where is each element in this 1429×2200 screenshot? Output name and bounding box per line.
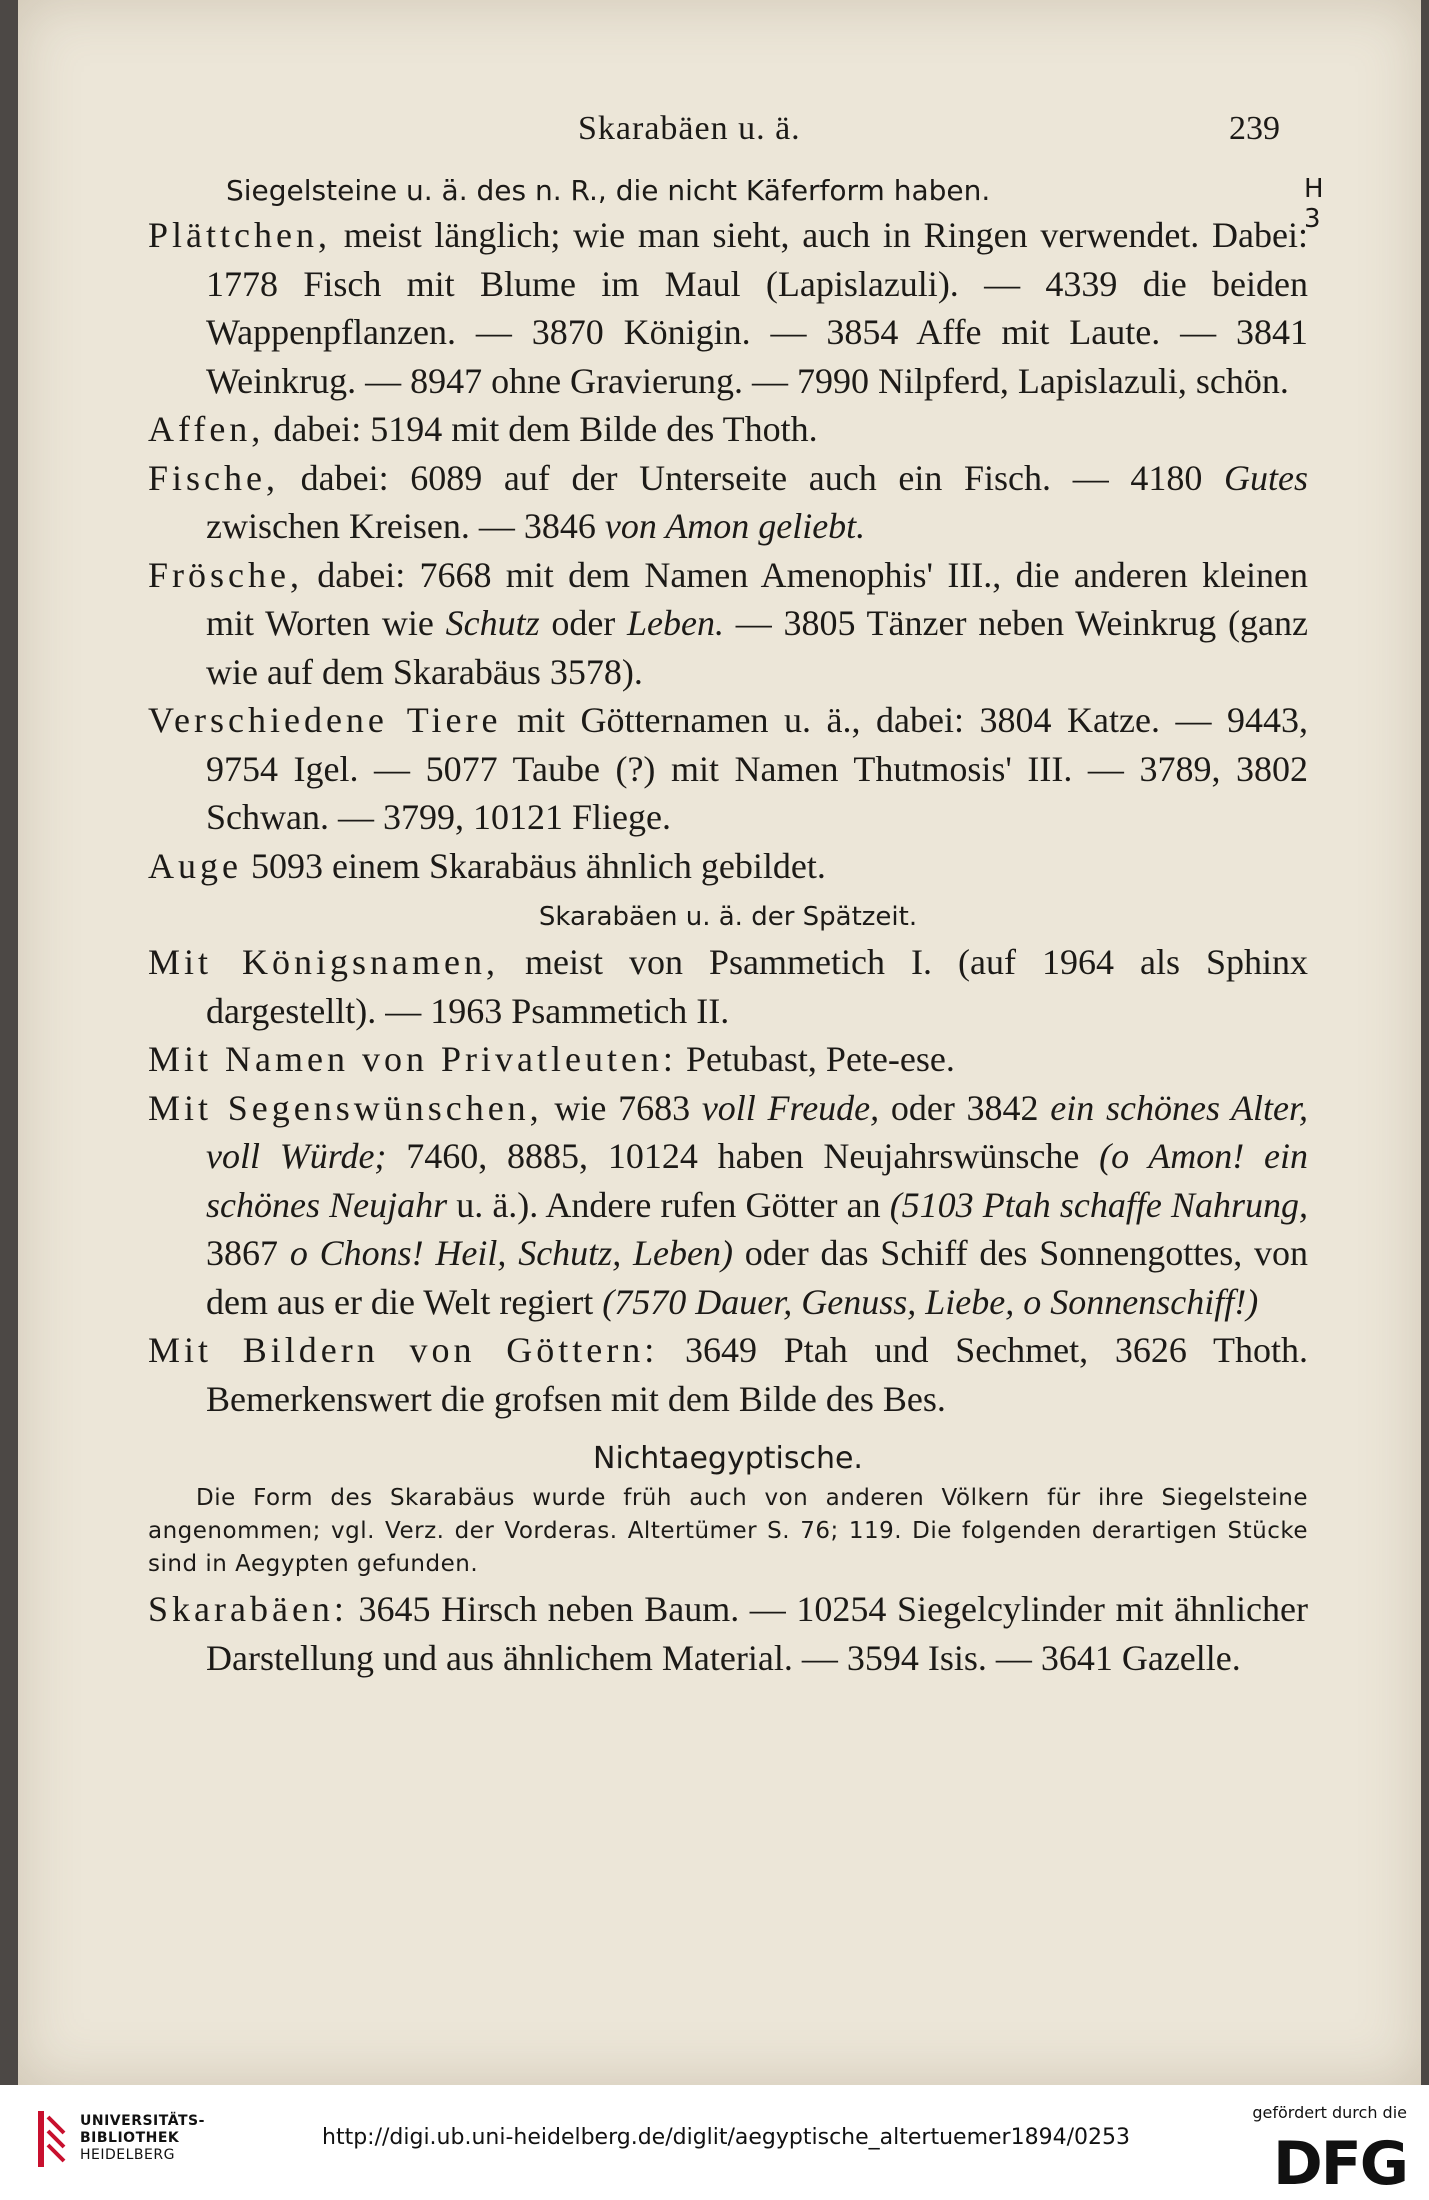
entry-body: — 3805 Tänzer neben Weinkrug (ganz wie auf dem Skarabäus 3578). bbox=[206, 603, 1308, 692]
entry-body: 3649 Ptah und Sechmet, 3626 Thoth. Bemerkenswert die grofsen mit dem Bilde des Bes. bbox=[206, 1330, 1309, 1419]
entry-lead: Plättchen, bbox=[148, 215, 331, 255]
page-text bbox=[148, 100, 1324, 1682]
margin-mark: H 3 bbox=[1304, 174, 1324, 234]
running-head bbox=[148, 100, 1308, 160]
footer-bar bbox=[0, 2085, 1429, 2200]
entry-body: dabei: 7668 mit dem Namen Amenophis' III., die anderen kleinen mit Worten wie bbox=[206, 554, 1308, 643]
page-number: 239 bbox=[1229, 110, 1280, 147]
entry-lead: Auge bbox=[148, 845, 242, 886]
entry-italic: o Chons! Heil, Schutz, Leben) bbox=[289, 1233, 733, 1273]
entry-italic: voll Freude, bbox=[701, 1087, 880, 1128]
entry-body: oder das Schiff des Sonnengottes, von dem aus er die Welt regiert bbox=[206, 1233, 1309, 1322]
entry-body: 7460, 8885, 10124 haben Neujahrswünsche bbox=[386, 1136, 1100, 1176]
subheading-spaetzeit: Skarabäen u. ä. der Spätzeit. bbox=[538, 902, 918, 932]
permalink-url[interactable]: http://digi.ub.uni-heidelberg.de/diglit/aegyptische_altertuemer1894/0253 bbox=[322, 2125, 1130, 2150]
entry-lead: Fische, bbox=[148, 457, 279, 498]
entry-segenswuensche bbox=[148, 1084, 1308, 1327]
library-line-3: HEIDELBERG bbox=[80, 2147, 175, 2163]
entry-body: meist von Psammetich I. (auf 1964 als Sphinx dargestellt). — 1963 Psammetich II. bbox=[206, 942, 1308, 1031]
entry-lead: Mit Namen von Privatleuten: bbox=[148, 1039, 677, 1079]
entry-body: meist länglich; wie man sieht, auch in Ringen verwendet. Dabei: 1778 Fisch mit Blume im Maul (Lapislazuli). — 4339 die beiden Wappenpflanzen. — 3870 Königin. — 3854 Affe mit Laute. — 3841 Weinkrug. — 8947 ohne Gravierung. — 7990 Nilpferd, Lapislazuli, schön. bbox=[206, 215, 1308, 401]
entry-froesche bbox=[148, 551, 1308, 697]
entry-italic: von Amon geliebt. bbox=[604, 506, 866, 546]
entry-body: 5093 einem Skarabäus ähnlich gebildet. bbox=[241, 845, 826, 886]
entry-body: oder bbox=[539, 603, 628, 643]
entry-italic: (7570 Dauer, Genuss, Liebe, o Sonnenschiff!) bbox=[602, 1281, 1259, 1322]
section-heading-text: Siegelsteine u. ä. des n. R., die nicht Käferform haben. bbox=[226, 174, 991, 207]
entry-lead: Skarabäen: bbox=[148, 1589, 348, 1629]
entry-body: 3867 bbox=[206, 1233, 290, 1273]
section-heading bbox=[226, 174, 1324, 234]
entry-fische bbox=[148, 454, 1308, 551]
entry-italic: Gutes bbox=[1224, 457, 1308, 498]
subheading-nichtaegyptische: Nichtaegyptische. bbox=[593, 1441, 863, 1476]
entry-body: oder 3842 bbox=[879, 1087, 1051, 1128]
entry-lead: Mit Bildern von Göttern: bbox=[148, 1330, 659, 1370]
entry-lead: Mit Königsnamen, bbox=[148, 942, 499, 982]
note-paragraph: Die Form des Skarabäus wurde früh auch von anderen Völkern für ihre Siegelsteine angenommen; vgl. Verz. der Vorderas. Altertümer S. 76; 119. Die folgenden derartigen Stücke sind in Aegypten gefunden. bbox=[148, 1485, 1308, 1577]
funding-caption: gefördert durch die bbox=[1252, 2103, 1407, 2122]
entry-skarabaeen bbox=[148, 1585, 1308, 1682]
entry-italic: (5103 Ptah schaffe Nahrung, bbox=[889, 1184, 1308, 1225]
dfg-logo: DFG bbox=[1272, 2129, 1407, 2199]
running-head-title: Skarabäen u. ä. bbox=[578, 110, 801, 147]
university-library-logo-icon bbox=[36, 2109, 68, 2169]
entry-italic: ein schönes Alter, voll Würde; bbox=[206, 1087, 1309, 1176]
entry-body: Petubast, Pete-ese. bbox=[676, 1039, 955, 1079]
entry-privatleute bbox=[148, 1035, 1308, 1084]
entry-body: u. ä.). Andere rufen Götter an bbox=[447, 1184, 890, 1225]
entry-affen bbox=[148, 405, 1308, 454]
entry-lead: Mit Segenswünschen, bbox=[148, 1087, 543, 1128]
entry-plaettchen bbox=[148, 211, 1308, 405]
library-line-1: UNIVERSITÄTS- bbox=[80, 2113, 205, 2129]
entry-body: wie 7683 bbox=[542, 1087, 702, 1128]
entry-lead: Verschiedene Tiere bbox=[148, 700, 502, 740]
entry-goetter bbox=[148, 1326, 1308, 1423]
entry-lead: Frösche, bbox=[148, 554, 303, 595]
entry-lead: Affen, bbox=[148, 409, 265, 449]
entry-body: mit Götternamen u. ä., dabei: 3804 Katze. — 9443, 9754 Igel. — 5077 Taube (?) mit Namen Thutmosis' III. — 3789, 3802 Schwan. — 3799, 10121 Fliege. bbox=[206, 700, 1309, 837]
entry-body: dabei: 6089 auf der Unterseite auch ein Fisch. — 4180 bbox=[279, 457, 1224, 498]
entry-body: dabei: 5194 mit dem Bilde des Thoth. bbox=[264, 409, 818, 449]
entry-italic: Schutz bbox=[445, 603, 540, 643]
entry-auge bbox=[148, 842, 1308, 891]
entry-italic: (o Amon! ein schönes Neujahr bbox=[206, 1136, 1308, 1225]
book-page bbox=[18, 0, 1421, 2085]
entry-body: 3645 Hirsch neben Baum. — 10254 Siegelcylinder mit ähnlicher Darstellung und aus ähnlichem Material. — 3594 Isis. — 3641 Gazelle. bbox=[206, 1589, 1308, 1678]
entry-verschiedene-tiere bbox=[148, 696, 1308, 842]
entry-koenigsnamen bbox=[148, 938, 1308, 1035]
library-name bbox=[80, 2113, 205, 2164]
entry-body: zwischen Kreisen. — 3846 bbox=[206, 506, 605, 546]
entry-italic: Leben. bbox=[627, 603, 725, 643]
library-line-2: BIBLIOTHEK bbox=[80, 2130, 180, 2146]
